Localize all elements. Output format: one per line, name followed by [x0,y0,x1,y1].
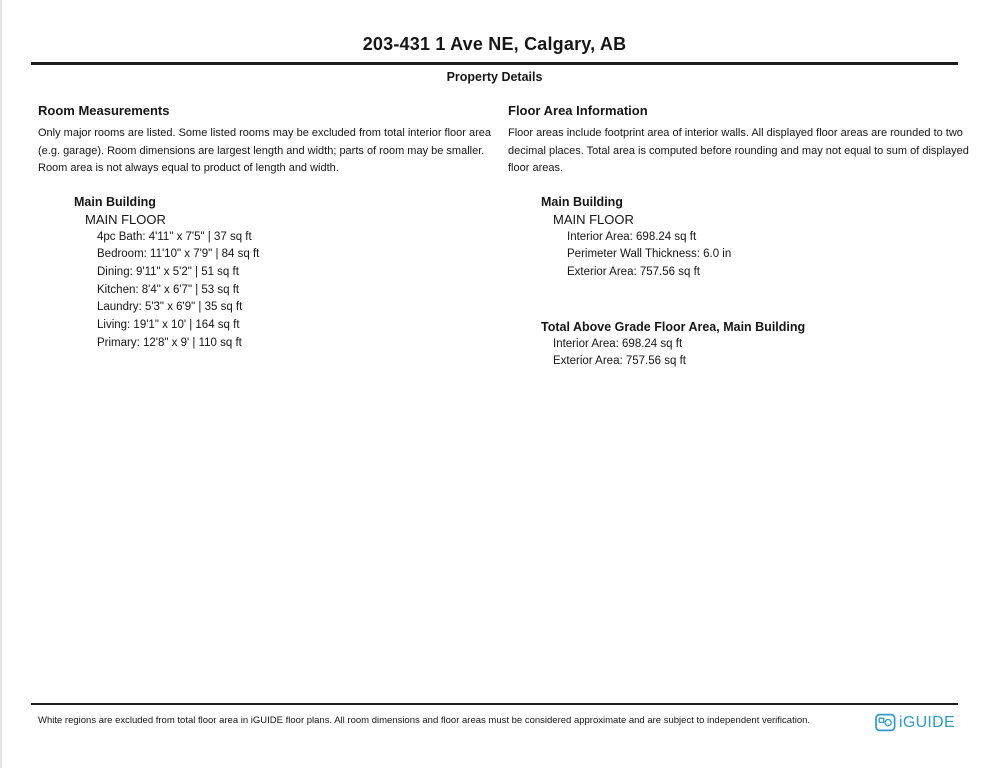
floor-area-section [508,103,969,371]
building-name: Main Building [541,194,623,209]
content-columns [38,103,969,371]
room-line: Bedroom: 11'10" x 7'9" | 84 sq ft [97,248,260,261]
floor-area-description [508,125,969,178]
room-line: 4pc Bath: 4'11" x 7'5" | 37 sq ft [97,230,252,243]
description-line: Floor areas include footprint area of interior walls. All displayed floor areas are rounded to two [508,127,963,139]
room-measurements-building-block [38,193,490,353]
footer-row [2,712,987,732]
footer-divider [31,703,958,705]
area-line: Interior Area: 698.24 sq ft [567,230,697,243]
room-line: Dining: 9'11" x 5'2" | 51 sq ft [97,265,239,278]
description-line: Only major rooms are listed. Some listed rooms may be excluded from total interior floor area [38,127,492,139]
floor-name: MAIN FLOOR [553,211,634,227]
room-line: Kitchen: 8'4" x 6'7" | 53 sq ft [97,283,240,296]
description-line: Room area is not always equal to product of length and width. [38,162,339,174]
room-line: Primary: 12'8" x 9' | 110 sq ft [97,336,242,349]
building-name: Main Building [74,194,156,209]
floor-name: MAIN FLOOR [85,211,166,227]
iguide-logo [875,713,955,732]
total-area-line: Exterior Area: 757.56 sq ft [553,355,686,368]
room-line: Living: 19'1" x 10' | 164 sq ft [97,319,240,332]
room-measurements-heading: Room Measurements [38,103,170,118]
floor-area-heading: Floor Area Information [508,103,648,118]
page-subtitle: Property Details [446,70,543,84]
description-line: (e.g. garage). Room dimensions are largest length and width; parts of room may be smaller. [38,144,485,157]
total-above-grade-heading: Total Above Grade Floor Area, Main Building [541,319,806,334]
area-line: Perimeter Wall Thickness: 6.0 in [567,248,732,261]
room-measurements-description [38,125,490,178]
iguide-camera-icon [875,713,896,732]
page-footer [2,703,987,732]
description-line: decimal places. Total area is computed before rounding and may not equal to sum of displayed [508,144,969,157]
footer-disclaimer: White regions are excluded from total floor area in iGUIDE floor plans. All room dimensions and floor areas must be considered approximate and are subject to independent verification. [38,715,811,726]
room-line: Laundry: 5'3" x 6'9" | 35 sq ft [97,301,243,314]
page-title: 203-431 1 Ave NE, Calgary, AB [362,34,627,54]
floor-area-items [508,229,957,282]
room-measurements-section [38,103,490,371]
total-above-grade-block [508,318,957,371]
floor-area-building-block [508,193,957,282]
header-divider [31,62,958,65]
iguide-logo-text: iGUIDE [898,713,955,731]
description-line: floor areas. [508,162,564,174]
total-area-line: Interior Area: 698.24 sq ft [553,337,683,350]
area-line: Exterior Area: 757.56 sq ft [567,265,700,278]
